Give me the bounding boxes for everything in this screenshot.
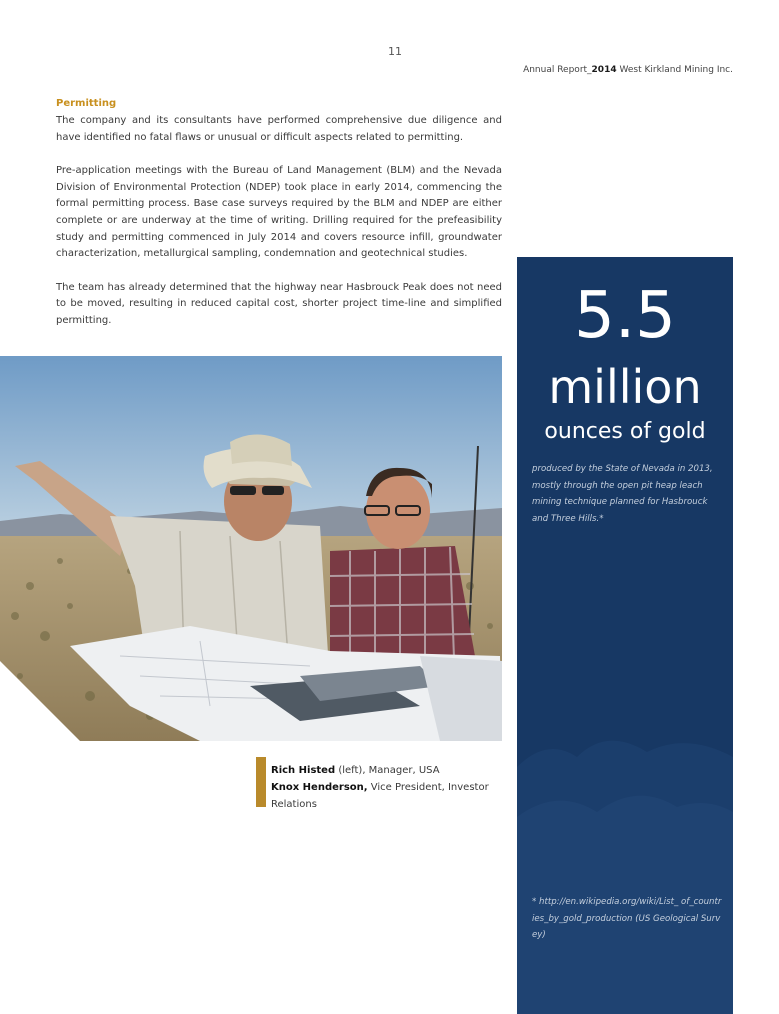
person1-role: (left), Manager, USA [335,765,440,776]
section-heading: Permitting [56,98,117,109]
mountain-texture [517,727,733,1014]
person1-name: Rich Histed [271,765,336,776]
company-name: West Kirkland Mining Inc. [619,65,733,75]
stat-footnote: * http://en.wikipedia.org/wiki/List_ of_countries_by_gold_production (US Geological Survey) [532,897,722,941]
paragraph-2: Pre-application meetings with the Bureau of Land Management (BLM) and the Nevada Division of Environmental Protection (NDEP) took place in early 2014, commencing the formal permitting process. Base case surveys required by the BLM and NDEP are either complete or are underway at the time of writing. Drilling required for the prefeasibility study and permitting commenced in July 2014 and covers resource infill, groundwater characterization, metallurgical sampling, condemnation and geotechnical studies. [56,165,502,260]
gold-stat-panel [517,257,733,1014]
caption-line-2 [271,779,491,813]
paragraph-1: The company and its consultants have performed comprehensive due diligence and have identified no fatal flaws or unusual or difficult aspects related to permitting. [56,115,502,143]
stat-number: 5.5 [574,279,676,353]
person2-role: Vice President, Investor Relations [271,782,489,810]
caption-accent-bar [256,757,266,807]
report-year: 2014 [591,65,617,75]
person2-name: Knox Henderson, [271,782,368,793]
page-number: 11 [388,45,402,58]
stat-description: produced by the State of Nevada in 2013, mostly through the open pit heap leach mining technique planned for Hasbrouck and Three Hills.* [532,464,713,524]
photo-caption [271,762,491,813]
caption-line-1 [271,762,491,779]
report-prefix: Annual Report_ [523,65,592,75]
stat-unit: million [548,360,702,414]
running-header [523,65,733,75]
field-photo [0,356,502,741]
paragraph-3: The team has already determined that the highway near Hasbrouck Peak does not need to be moved, resulting in reduced capital cost, shorter project time-line and simplified permitting. [56,281,502,326]
stat-label: ounces of gold [544,419,706,444]
permitting-section [56,96,502,347]
